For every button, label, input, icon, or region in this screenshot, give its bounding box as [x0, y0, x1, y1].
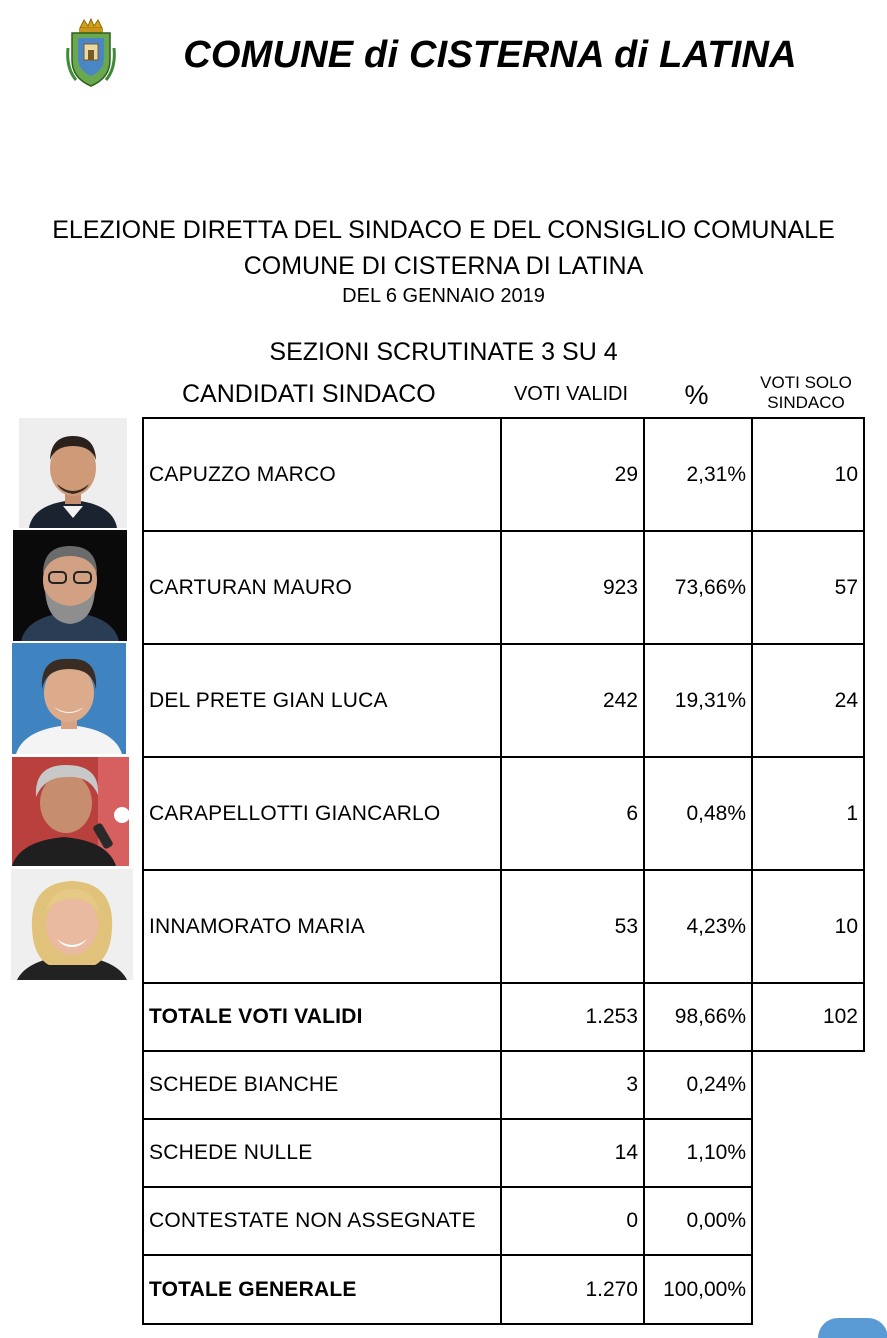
candidate-photo-icon [13, 530, 127, 641]
contested-ballots-row [143, 1187, 864, 1255]
blank-ballots-votes: 3 [501, 1051, 644, 1119]
table-row [143, 870, 864, 983]
table-row [143, 644, 864, 757]
mayor-only-votes: 57 [752, 531, 864, 644]
blank-ballots-percent: 0,24% [644, 1051, 752, 1119]
empty-cell [752, 1119, 864, 1187]
valid-votes: 29 [501, 418, 644, 531]
candidate-name: DEL PRETE GIAN LUCA [143, 644, 501, 757]
total-valid-row [143, 983, 864, 1051]
null-ballots-percent: 1,10% [644, 1119, 752, 1187]
mayor-only-votes: 10 [752, 870, 864, 983]
vote-percent: 73,66% [644, 531, 752, 644]
candidate-photo-icon [12, 757, 129, 866]
table-row [143, 418, 864, 531]
total-valid-label: TOTALE VOTI VALIDI [143, 983, 501, 1051]
null-ballots-label: SCHEDE NULLE [143, 1119, 501, 1187]
column-header-candidates: CANDIDATI SINDACO [182, 380, 436, 408]
valid-votes: 242 [501, 644, 644, 757]
corner-decoration [818, 1318, 887, 1338]
candidate-name: CAPUZZO MARCO [143, 418, 501, 531]
contested-ballots-percent: 0,00% [644, 1187, 752, 1255]
candidate-name: CARAPELLOTTI GIANCARLO [143, 757, 501, 870]
candidate-photo-icon [19, 418, 127, 528]
valid-votes: 923 [501, 531, 644, 644]
mayor-only-votes: 24 [752, 644, 864, 757]
grand-total-votes: 1.270 [501, 1255, 644, 1324]
empty-cell [752, 1255, 864, 1324]
election-date: DEL 6 GENNAIO 2019 [342, 285, 545, 307]
table-row [143, 531, 864, 644]
blank-ballots-label: SCHEDE BIANCHE [143, 1051, 501, 1119]
column-header-votes: VOTI VALIDI [513, 383, 629, 405]
mayor-only-votes: 1 [752, 757, 864, 870]
vote-percent: 4,23% [644, 870, 752, 983]
vote-percent: 0,48% [644, 757, 752, 870]
total-valid-votes: 1.253 [501, 983, 644, 1051]
municipal-crest-icon [66, 18, 116, 88]
valid-votes: 53 [501, 870, 644, 983]
vote-percent: 19,31% [644, 644, 752, 757]
column-header-mayor-only: VOTI SOLO SINDACO [760, 373, 852, 412]
candidate-photo-icon [11, 869, 133, 980]
sections-counted: SEZIONI SCRUTINATE 3 SU 4 [269, 338, 618, 366]
election-title: ELEZIONE DIRETTA DEL SINDACO E DEL CONSIGLIO COMUNALE [52, 216, 835, 244]
column-header-percent: % [684, 380, 709, 410]
mayor-only-votes: 10 [752, 418, 864, 531]
candidate-name: INNAMORATO MARIA [143, 870, 501, 983]
contested-ballots-votes: 0 [501, 1187, 644, 1255]
grand-total-label: TOTALE GENERALE [143, 1255, 501, 1324]
total-mayor-only-votes: 102 [752, 983, 864, 1051]
null-ballots-votes: 14 [501, 1119, 644, 1187]
town-title: COMUNE di CISTERNA di LATINA [183, 34, 797, 76]
vote-percent: 2,31% [644, 418, 752, 531]
empty-cell [752, 1051, 864, 1119]
candidate-photo-icon [12, 643, 126, 754]
contested-ballots-label: CONTESTATE NON ASSEGNATE [143, 1187, 501, 1255]
table-row [143, 757, 864, 870]
valid-votes: 6 [501, 757, 644, 870]
grand-total-row [143, 1255, 864, 1324]
municipality-line: COMUNE DI CISTERNA DI LATINA [243, 252, 644, 280]
empty-cell [752, 1187, 864, 1255]
total-valid-percent: 98,66% [644, 983, 752, 1051]
null-ballots-row [143, 1119, 864, 1187]
grand-total-percent: 100,00% [644, 1255, 752, 1324]
blank-ballots-row [143, 1051, 864, 1119]
results-table [142, 417, 865, 1325]
candidate-name: CARTURAN MAURO [143, 531, 501, 644]
